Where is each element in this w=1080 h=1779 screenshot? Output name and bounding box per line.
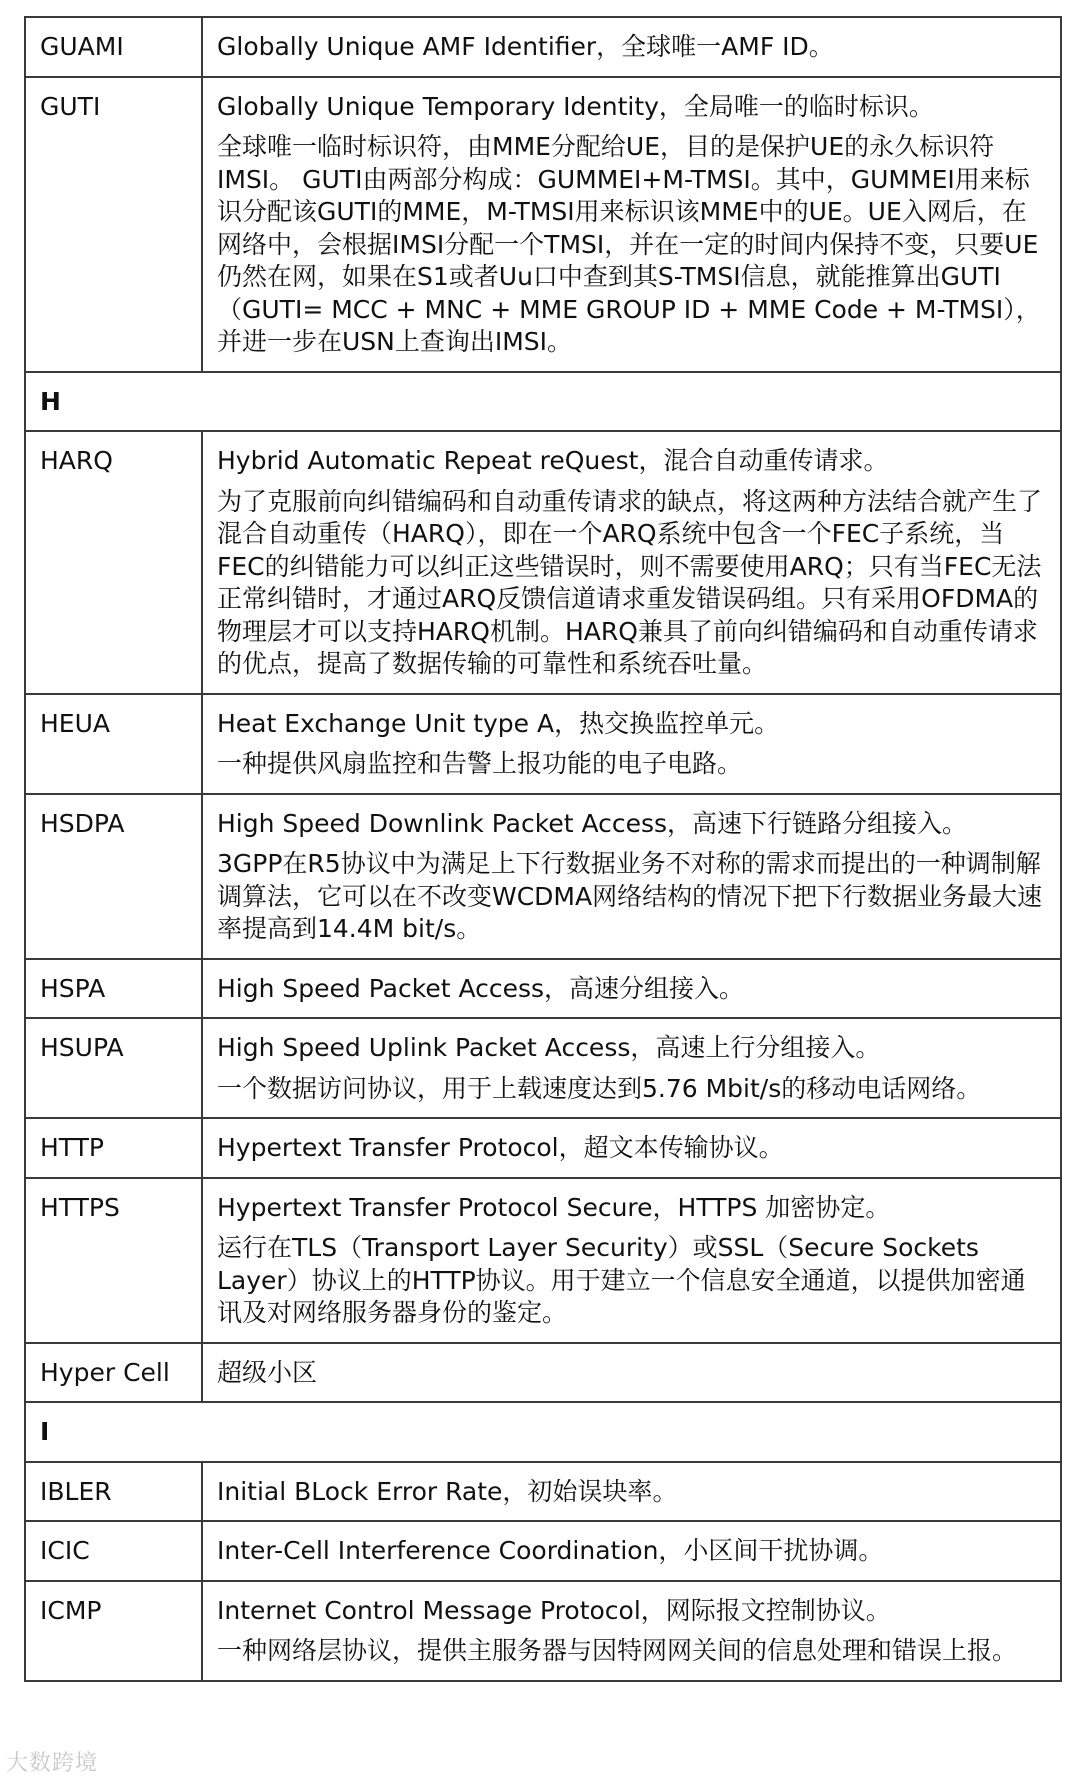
definition-expansion: Internet Control Message Protocol，网际报文控制协议。	[217, 1595, 891, 1625]
definition-expansion: High Speed Downlink Packet Access，高速下行链路分组接入。	[217, 808, 968, 838]
glossary-body	[25, 17, 1061, 1681]
definition-expansion: Globally Unique AMF Identifier，全球唯一AMF ID。	[217, 32, 834, 61]
definition-expansion: Initial BLock Error Rate，初始误块率。	[217, 1476, 678, 1506]
definition-description: 为了克服前向纠错编码和自动重传请求的缺点，将这两种方法结合就产生了混合自动重传（HARQ），即在一个ARQ系统中包含一个FEC子系统，当FEC的纠错能力可以纠正这些错误时，则不需要使用ARQ；只有当FEC无法正常纠错时，才通过ARQ反馈信道请求重发错误码组。只有采用OFDMA的物理层才可以支持HARQ机制。HARQ兼具了前向纠错编码和自动重传请求的优点，提高了数据传输的可靠性和系统吞吐量。	[217, 486, 1043, 678]
definition-description: 一种网络层协议，提供主服务器与因特网网关间的信息处理和错误上报。	[217, 1636, 1018, 1665]
term-cell: HARQ	[25, 431, 202, 694]
glossary-row	[25, 1581, 1061, 1681]
definition-cell	[202, 794, 1061, 959]
glossary-row	[25, 1018, 1061, 1118]
definition-expansion: Hypertext Transfer Protocol，超文本传输协议。	[217, 1133, 784, 1162]
term-cell: Hyper Cell	[25, 1343, 202, 1403]
glossary-row	[25, 1178, 1061, 1343]
term-cell: HSDPA	[25, 794, 202, 959]
glossary-row	[25, 694, 1061, 794]
glossary-row	[25, 794, 1061, 959]
section-heading: H	[25, 372, 1061, 432]
definition-expansion: High Speed Packet Access，高速分组接入。	[217, 973, 745, 1003]
term-cell: GUTI	[25, 77, 202, 372]
definition-cell	[202, 1118, 1061, 1178]
definition-cell	[202, 1521, 1061, 1581]
definition-cell	[202, 1581, 1061, 1681]
section-heading: I	[25, 1402, 1061, 1462]
definition-cell	[202, 1018, 1061, 1118]
definition-cell	[202, 694, 1061, 794]
glossary-row	[25, 1118, 1061, 1178]
definition-cell	[202, 959, 1061, 1019]
definition-cell	[202, 1343, 1061, 1403]
term-cell: IBLER	[25, 1462, 202, 1522]
definition-description: 运行在TLS（Transport Layer Security）或SSL（Secure Sockets Layer）协议上的HTTP协议。用于建立一个信息安全通道，以提供加密通讯及对网络服务器身份的鉴定。	[217, 1233, 1026, 1327]
glossary-row	[25, 17, 1061, 77]
definition-expansion: Hybrid Automatic Repeat reQuest，混合自动重传请求。	[217, 446, 889, 475]
glossary-row	[25, 959, 1061, 1019]
definition-expansion: Globally Unique Temporary Identity，全局唯一的临时标识。	[217, 91, 934, 121]
definition-cell	[202, 431, 1061, 694]
definition-description: 一个数据访问协议，用于上载速度达到5.76 Mbit/s的移动电话网络。	[217, 1073, 982, 1103]
watermark-text: 大数跨境	[6, 1751, 99, 1776]
term-cell: HSUPA	[25, 1018, 202, 1118]
definition-description: 3GPP在R5协议中为满足上下行数据业务不对称的需求而提出的一种调制解调算法，它可以在不改变WCDMA网络结构的情况下把下行数据业务最大速率提高到14.4M bit/s。	[217, 849, 1043, 943]
definition-cell	[202, 1462, 1061, 1522]
definition-description: 一种提供风扇监控和告警上报功能的电子电路。	[217, 749, 743, 778]
definition-expansion: Inter-Cell Interference Coordination，小区间干扰协调。	[217, 1536, 884, 1565]
term-cell: HTTPS	[25, 1178, 202, 1343]
term-cell: HSPA	[25, 959, 202, 1019]
term-cell: GUAMI	[25, 17, 202, 77]
glossary-row	[25, 431, 1061, 694]
definition-cell	[202, 17, 1061, 77]
section-row	[25, 372, 1061, 432]
section-row	[25, 1402, 1061, 1462]
glossary-row	[25, 1462, 1061, 1522]
glossary-row	[25, 1521, 1061, 1581]
definition-expansion: Hypertext Transfer Protocol Secure，HTTPS 加密协定。	[217, 1192, 891, 1222]
definition-cell	[202, 77, 1061, 372]
glossary-row	[25, 1343, 1061, 1403]
term-cell: ICMP	[25, 1581, 202, 1681]
glossary-row	[25, 77, 1061, 372]
definition-expansion: 超级小区	[217, 1357, 318, 1387]
definition-expansion: Heat Exchange Unit type A，热交换监控单元。	[217, 708, 780, 738]
term-cell: HEUA	[25, 694, 202, 794]
term-cell: HTTP	[25, 1118, 202, 1178]
glossary-table	[24, 16, 1062, 1682]
definition-cell	[202, 1178, 1061, 1343]
term-cell: ICIC	[25, 1521, 202, 1581]
definition-description: 全球唯一临时标识符，由MME分配给UE，目的是保护UE的永久标识符IMSI。 GUTI由两部分构成：GUMMEI+M-TMSI。其中，GUMMEI用来标识分配该GUTI的MME，M-TMSI用来标识该MME中的UE。UE入网后，在网络中，会根据IMSI分配一个TMSI，并在一定的时间内保持不变，只要UE仍然在网，如果在S1或者Uu口中查到其S-TMSI信息，就能推算出GUTI（GUTI= MCC + MNC + MME GROUP ID + MME Code + M-TMSI），并进一步在USN上查询出IMSI。	[217, 132, 1041, 356]
definition-expansion: High Speed Uplink Packet Access，高速上行分组接入。	[217, 1033, 881, 1062]
